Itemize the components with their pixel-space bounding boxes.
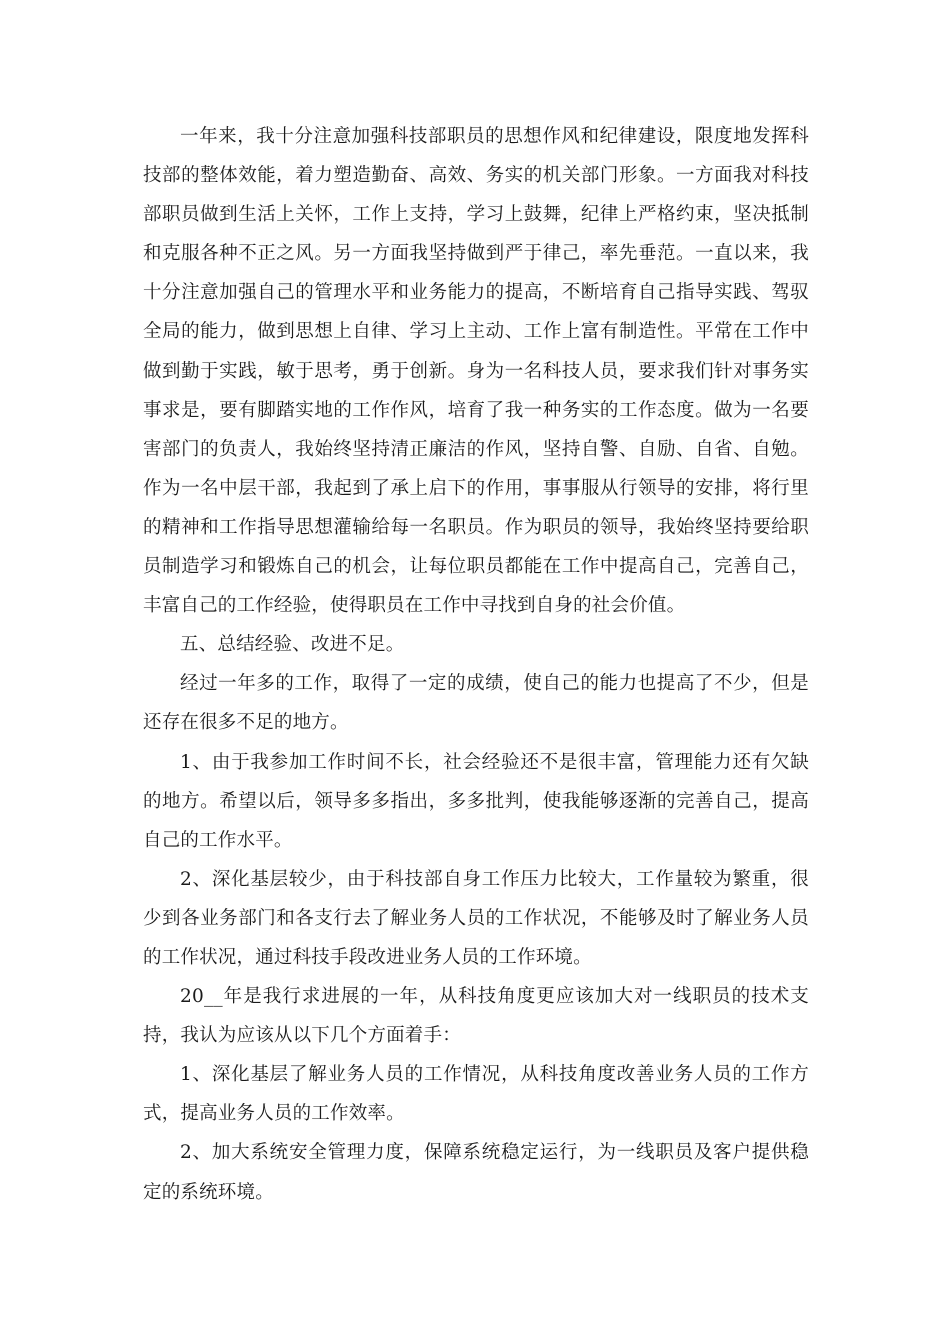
paragraph-shortcoming-2: 2、深化基层较少，由于科技部自身工作压力比较大，工作量较为繁重，很少到各业务部门和各支行去了解业务人员的工作状况，不能够及时了解业务人员的工作状况，通过科技手段改进业务人员的工作环境。 [143,868,809,968]
paragraph-summary: 经过一年多的工作，取得了一定的成绩，使自己的能力也提高了不少，但是还存在很多不足的地方。 [143,673,809,734]
paragraph-section-heading: 五、总结经验、改进不足。 [180,634,405,656]
paragraph-plan-2: 2、加大系统安全管理力度，保障系统稳定运行，为一线职员及客户提供稳定的系统环境。 [143,1142,809,1203]
paragraph-team-building: 一年来，我十分注意加强科技部职员的思想作风和纪律建设，限度地发挥科技部的整体效能，着力塑造勤奋、高效、务实的机关部门形象。一方面我对科技部职员做到生活上关怀，工作上支持，学习上鼓舞，纪律上严格约束，坚决抵制和克服各种不正之风。另一方面我坚持做到严于律己，率先垂范。一直以来，我十分注意加强自己的管理水平和业务能力的提高，不断培育自己指导实践、驾驭全局的能力，做到思想上自律、学习上主动、工作上富有制造性。平常在工作中做到勤于实践，敏于思考，勇于创新。身为一名科技人员，要求我们针对事务实事求是，要有脚踏实地的工作作风，培育了我一种务实的工作态度。做为一名要害部门的负责人，我始终坚持清正廉洁的作风，坚持自警、自励、自省、自勉。作为一名中层干部，我起到了承上启下的作用，事事服从行领导的安排，将行里的精神和工作指导思想灌输给每一名职员。作为职员的领导，我始终坚持要给职员制造学习和锻炼自己的机会，让每位职员都能在工作中提高自己，完善自己，丰富自己的工作经验，使得职员在工作中寻找到自身的社会价值。 [143,126,809,617]
paragraph-shortcoming-1: 1、由于我参加工作时间不长，社会经验还不是很丰富，管理能力还有欠缺的地方。希望以后，领导多多指出，多多批判，使我能够逐渐的完善自己，提高自己的工作水平。 [143,751,809,851]
paragraph-plan-1: 1、深化基层了解业务人员的工作情况，从科技角度改善业务人员的工作方式，提高业务人员的工作效率。 [143,1064,809,1125]
paragraph-plan-intro: 20__年是我行求进展的一年，从科技角度更应该加大对一线职员的技术支持，我认为应该从以下几个方面着手： [143,986,809,1047]
document-body [143,117,809,1212]
